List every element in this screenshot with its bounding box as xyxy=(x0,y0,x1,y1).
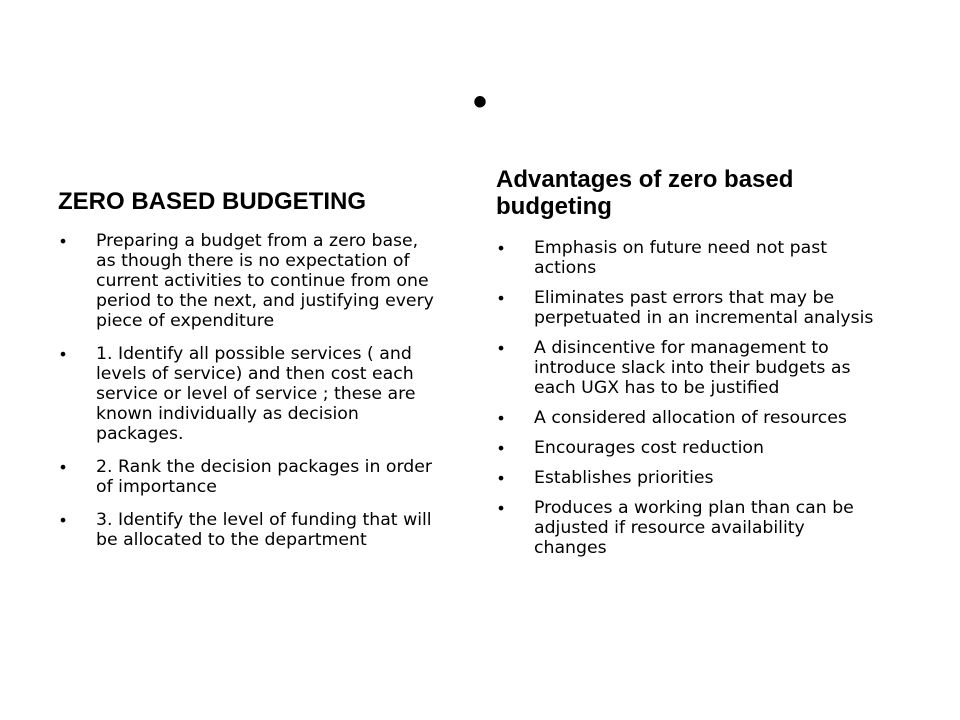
bullet-icon: • xyxy=(60,344,67,364)
bullet-icon: • xyxy=(498,408,505,428)
list-item-text: 2. Rank the decision packages in order of importance xyxy=(96,457,433,497)
list-item xyxy=(496,498,881,558)
list-item-text: Emphasis on future need not past actions xyxy=(534,238,828,278)
list-item xyxy=(58,457,443,497)
list-item-text: 1. Identify all possible services ( and levels of service) and then cost each service or level of service ; these are known individually as decision packages. xyxy=(96,344,416,444)
list-item-text: A considered allocation of resources xyxy=(534,408,847,428)
list-item-text: Produces a working plan than can be adjusted if resource availability changes xyxy=(534,498,854,558)
list-item xyxy=(58,344,443,444)
list-item xyxy=(496,408,881,428)
left-bullet-list xyxy=(58,231,443,550)
bullet-icon: • xyxy=(60,231,67,251)
list-item-text: A disincentive for management to introduce slack into their budgets as each UGX has to be justified xyxy=(534,338,851,398)
left-heading: ZERO BASED BUDGETING xyxy=(58,188,367,215)
list-item xyxy=(496,288,881,328)
list-item xyxy=(58,231,443,331)
list-item xyxy=(496,438,881,458)
right-column xyxy=(496,166,881,568)
bullet-icon: • xyxy=(498,238,505,258)
list-item xyxy=(496,468,881,488)
list-item-text: Encourages cost reduction xyxy=(534,438,764,458)
bullet-icon: • xyxy=(498,498,505,518)
bullet-icon: • xyxy=(60,457,67,477)
bullet-icon: • xyxy=(60,510,67,530)
bullet-icon: • xyxy=(498,438,505,458)
list-item-text: Preparing a budget from a zero base, as though there is no expectation of current activities to continue from one period to the next, and justifying every piece of expenditure xyxy=(96,231,434,331)
list-item xyxy=(496,338,881,398)
right-bullet-list xyxy=(496,238,881,558)
left-column xyxy=(58,188,443,563)
right-heading: Advantages of zero based budgeting xyxy=(496,166,794,220)
bullet-icon: • xyxy=(498,288,505,308)
bullet-icon: • xyxy=(498,468,505,488)
list-item-text: Eliminates past errors that may be perpetuated in an incremental analysis xyxy=(534,288,874,328)
list-item-text: 3. Identify the level of funding that will be allocated to the department xyxy=(96,510,432,550)
list-item-text: Establishes priorities xyxy=(534,468,714,488)
bullet-icon: • xyxy=(498,338,505,358)
slide-title: • xyxy=(472,80,487,124)
list-item xyxy=(58,510,443,550)
list-item xyxy=(496,238,881,278)
